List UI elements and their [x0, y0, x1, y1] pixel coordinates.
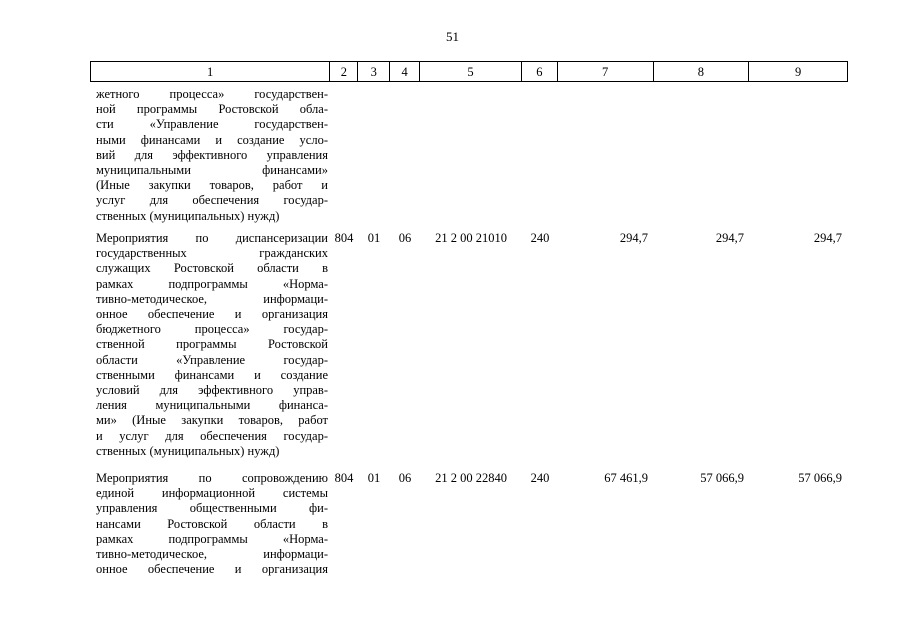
- header-col-3: 3: [358, 62, 390, 81]
- header-col-5: 5: [420, 62, 522, 81]
- cell-section: [358, 87, 390, 224]
- cell-amount-1: [558, 87, 654, 224]
- table-row: [90, 87, 848, 224]
- header-col-6: 6: [522, 62, 558, 81]
- description-line: рамках подпрограммы «Норма-: [96, 276, 328, 291]
- description-line: ственных (муниципальных) нужд): [96, 208, 280, 223]
- description-line: (Иные закупки товаров, работ и: [96, 178, 328, 193]
- description-line: нансами Ростовской области в: [96, 516, 328, 531]
- cell-amount-3: 294,7: [813, 231, 842, 245]
- cell-section: 01: [367, 471, 381, 485]
- cell-expense-type: 240: [530, 231, 550, 245]
- row-description: [90, 471, 330, 577]
- header-col-9: 9: [795, 65, 802, 79]
- cell-section: 01: [367, 231, 381, 245]
- description-line: онное обеспечение и организация: [96, 562, 328, 577]
- description-line: ми» (Иные закупки товаров, работ: [96, 413, 328, 428]
- description-line: ственными финансами и создание: [96, 367, 328, 382]
- description-line: тивно-методическое, информаци-: [96, 547, 328, 562]
- description-line: сти «Управление государствен-: [96, 117, 328, 132]
- cell-amount-2: 57 066,9: [700, 471, 744, 485]
- description-line: жетного процесса» государствен-: [96, 87, 328, 101]
- cell-amount-2: 294,7: [715, 231, 744, 245]
- description-line: ственной программы Ростовской: [96, 337, 328, 352]
- description-line: рамках подпрограммы «Норма-: [96, 531, 328, 546]
- description-line: ственных (муниципальных) нужд): [96, 443, 280, 458]
- cell-amount-1: 294,7: [619, 231, 648, 245]
- description-line: условий для эффективного управ-: [96, 383, 328, 398]
- cell-ministry: 804: [334, 471, 354, 485]
- header-col-7: 7: [558, 62, 654, 81]
- header-col-1: 1: [91, 62, 330, 81]
- description-line: области «Управление государ-: [96, 352, 328, 367]
- cell-target-code: 21 2 00 21010: [435, 231, 507, 245]
- cell-target-code: 21 2 00 22840: [435, 471, 507, 485]
- cell-expense-type: [522, 87, 558, 224]
- row-description: [90, 231, 330, 459]
- cell-amount-3: [750, 87, 848, 224]
- description-line: муниципальными финансами»: [96, 163, 328, 178]
- table-row: [90, 471, 848, 577]
- description-line: услуг для обеспечения государ-: [96, 193, 328, 208]
- cell-subsection: 06: [398, 471, 412, 485]
- cell-ministry: 804: [334, 231, 354, 245]
- cell-subsection: 06: [398, 231, 412, 245]
- description-line: служащих Ростовской области в: [96, 261, 328, 276]
- cell-subsection: [390, 87, 420, 224]
- page-number: 51: [446, 29, 459, 44]
- description-line: государственных гражданских: [96, 246, 328, 261]
- cell-ministry: [330, 87, 358, 224]
- description-line: и услуг для обеспечения государ-: [96, 428, 328, 443]
- description-line: вий для эффективного управления: [96, 147, 328, 162]
- row-description: [90, 87, 330, 224]
- description-line: бюджетного процесса» государ-: [96, 322, 328, 337]
- description-line: управления общественными фи-: [96, 501, 328, 516]
- description-line: Мероприятия по диспансеризации: [96, 231, 328, 245]
- table-row: [90, 231, 848, 459]
- cell-expense-type: 240: [530, 471, 550, 485]
- description-line: ной программы Ростовской обла-: [96, 102, 328, 117]
- header-col-2: 2: [330, 62, 358, 81]
- header-col-4: 4: [390, 62, 420, 81]
- description-line: ления муниципальными финанса-: [96, 398, 328, 413]
- cell-target-code: [420, 87, 522, 224]
- cell-amount-3: 57 066,9: [798, 471, 842, 485]
- description-line: тивно-методическое, информаци-: [96, 291, 328, 306]
- cell-amount-1: 67 461,9: [604, 471, 648, 485]
- header-col-8: 8: [654, 62, 750, 81]
- description-line: онное обеспечение и организация: [96, 307, 328, 322]
- description-line: Мероприятия по сопровождению: [96, 471, 328, 485]
- description-line: единой информационной системы: [96, 486, 328, 501]
- description-line: ными финансами и создание усло-: [96, 132, 328, 147]
- cell-amount-2: [654, 87, 750, 224]
- table-header: [90, 61, 848, 82]
